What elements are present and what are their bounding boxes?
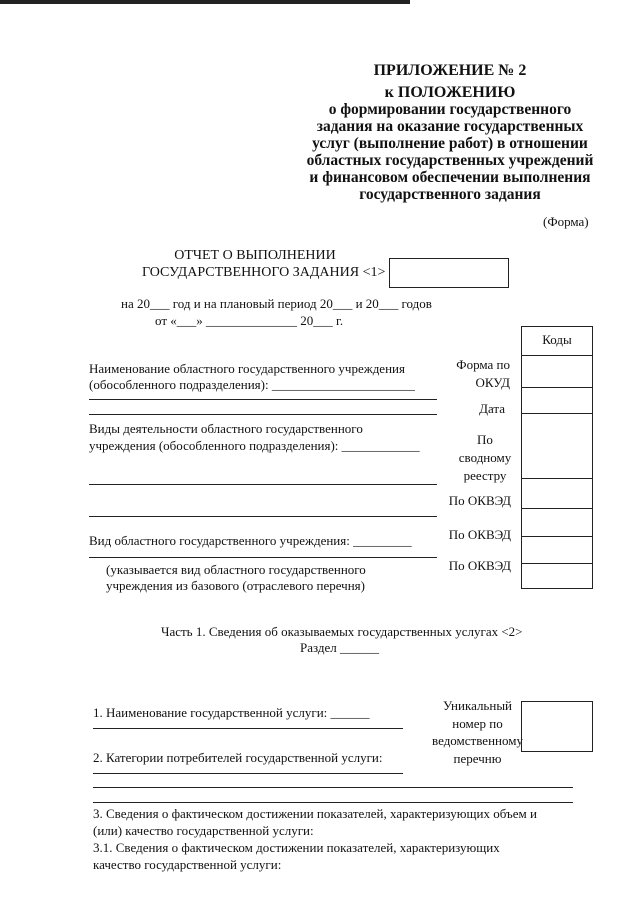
- consumers-line-3[interactable]: [93, 802, 573, 803]
- report-title-line2: ГОСУДАРСТВЕННОГО ЗАДАНИЯ <1>: [142, 265, 386, 280]
- consumers-line-2[interactable]: [93, 787, 573, 788]
- date-label: Дата: [479, 401, 505, 416]
- annex-desc-line: государственного задания: [359, 186, 541, 203]
- unique-number-line: номер по: [452, 715, 503, 731]
- report-number-box[interactable]: [389, 258, 509, 288]
- date-code-cell[interactable]: [521, 387, 593, 414]
- activities-line-2[interactable]: [89, 516, 437, 517]
- consumers-label: 2. Категории потребителей государственной услуги:: [93, 750, 383, 765]
- unique-number-line: перечню: [453, 750, 502, 766]
- okud-label: Форма по ОКУД: [456, 357, 510, 390]
- codes-header-cell: [521, 326, 593, 356]
- annex-title: ПРИЛОЖЕНИЕ № 2: [373, 62, 527, 79]
- codes-header: Коды: [542, 332, 572, 347]
- service-name-line[interactable]: [93, 728, 403, 729]
- item3-line1: 3. Сведения о фактическом достижении показателей, характеризующих объем и: [93, 806, 537, 821]
- registry-code-cell[interactable]: [521, 413, 593, 479]
- institution-type-line[interactable]: [89, 557, 437, 558]
- activities-label-1: Виды деятельности областного государственного: [89, 421, 363, 436]
- registry-label: По сводному реестру: [458, 432, 512, 483]
- annex-desc-line: областных государственных учреждений: [306, 152, 594, 169]
- annex-subtitle: к ПОЛОЖЕНИЮ: [384, 84, 516, 101]
- report-period-line: на 20___ год и на плановый период 20___ и 20___ годов: [121, 296, 432, 311]
- okved-code-cell-1[interactable]: [521, 478, 593, 509]
- annex-desc-line: и финансовом обеспечении выполнения: [309, 169, 591, 186]
- institution-name-line-1[interactable]: [89, 399, 437, 400]
- annex-desc-line: о формировании государственного: [328, 101, 572, 118]
- okved-code-cell-4[interactable]: [521, 563, 593, 589]
- scan-top-edge: [0, 0, 410, 4]
- unique-number-box[interactable]: [521, 701, 593, 752]
- part1-heading: Часть 1. Сведения об оказываемых государственных услугах <2>: [161, 624, 523, 639]
- okud-code-cell[interactable]: [521, 355, 593, 388]
- okved-code-cell-3[interactable]: [521, 536, 593, 564]
- okved-label-1: По ОКВЭД: [448, 493, 511, 508]
- report-title-line1: ОТЧЕТ О ВЫПОЛНЕНИИ: [174, 248, 336, 263]
- institution-type-label: Вид областного государственного учреждения: _________: [89, 533, 412, 548]
- consumers-line-1[interactable]: [93, 773, 403, 774]
- annex-description: [290, 101, 610, 203]
- institution-name-line-2[interactable]: [89, 414, 437, 415]
- institution-type-hint-1: (указывается вид областного государственного: [106, 562, 366, 577]
- annex-desc-line: услуг (выполнение работ) в отношении: [312, 135, 588, 152]
- form-label: (Форма): [543, 214, 589, 229]
- activities-line-1[interactable]: [89, 484, 437, 485]
- institution-type-hint-2: учреждения из базового (отраслевого перечня): [106, 578, 365, 593]
- annex-desc-line: задания на оказание государственных: [316, 118, 584, 135]
- okved-label-3: По ОКВЭД: [448, 558, 511, 573]
- service-name-label: 1. Наименование государственной услуги: ______: [93, 705, 370, 720]
- item31-line1: 3.1. Сведения о фактическом достижении показателей, характеризующих: [93, 840, 500, 855]
- unique-number-line: ведомственному: [432, 733, 523, 748]
- institution-name-label-1: Наименование областного государственного учреждения: [89, 361, 405, 376]
- okved-code-cell-2[interactable]: [521, 508, 593, 537]
- item31-line2: качество государственной услуги:: [93, 857, 282, 872]
- part1-section: Раздел ______: [300, 640, 380, 655]
- okved-label-2: По ОКВЭД: [448, 527, 511, 542]
- activities-label-2: учреждения (обособленного подразделения): ____________: [89, 438, 420, 453]
- report-date-line: от «___» ______________ 20___ г.: [155, 313, 344, 328]
- item3-line2: (или) качество государственной услуги:: [93, 823, 314, 838]
- unique-number-line: Уникальный: [442, 698, 513, 713]
- institution-name-label-2: (обособленного подразделения): ______________________: [89, 377, 415, 392]
- unique-number-label: [425, 697, 530, 767]
